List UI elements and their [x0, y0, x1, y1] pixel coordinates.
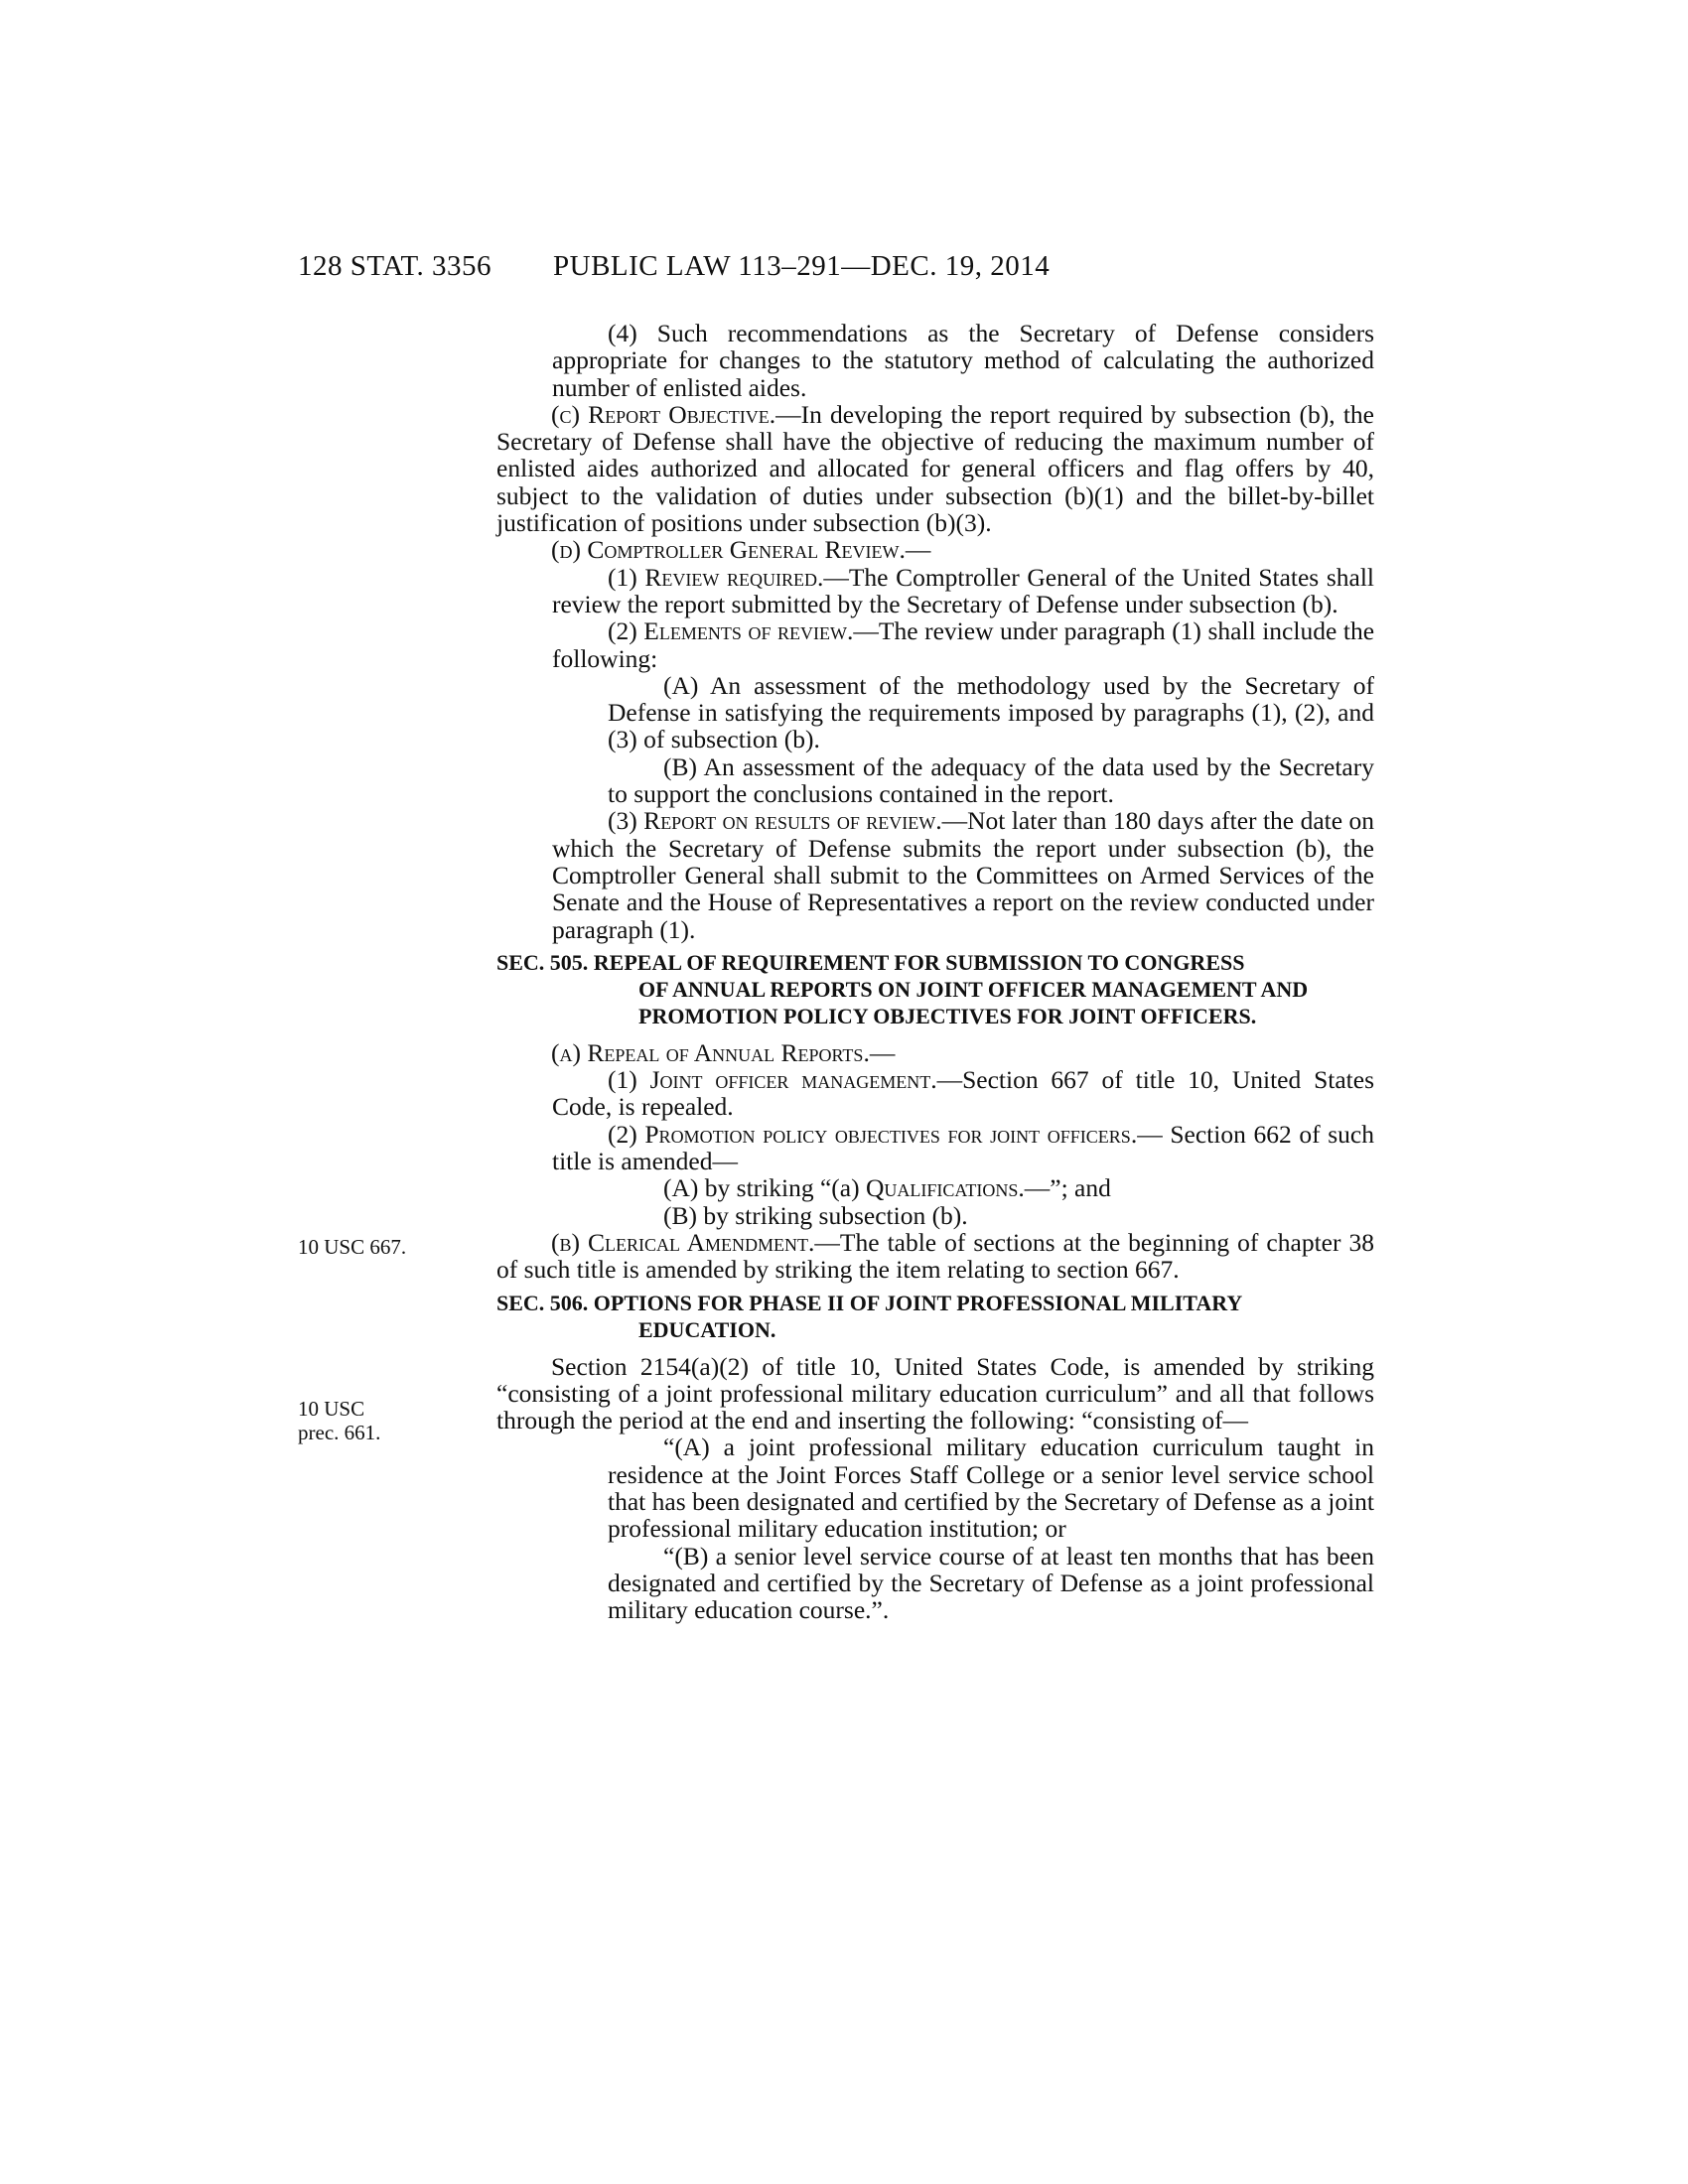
subsection-heading: (c) Report Objective.	[551, 399, 776, 429]
quoted-text: “(B) a senior level service course of at least ten months that has been designated and certified by the Secretary of Defense as a joint professional military education course.”.	[608, 1541, 1374, 1625]
paragraph-heading: (2) Elements of review.	[608, 616, 854, 646]
subparagraph-505a2b	[496, 1202, 1374, 1229]
subparagraph-text: (B) An assessment of the adequacy of the data used by the Secretary to support the conclusions contained in the report.	[608, 751, 1374, 809]
section-506-text	[496, 1353, 1374, 1434]
subsection-505b	[496, 1229, 1374, 1284]
section-505-heading	[496, 949, 1374, 1029]
paragraph-d1	[496, 564, 1374, 618]
paragraph-heading: (3) Report on results of review.	[608, 806, 942, 836]
paragraph-text: —Section 667 of title 10, United States Code, is repealed.	[552, 1065, 1374, 1122]
subsection-heading: (d) Comptroller General Review.—	[551, 535, 931, 565]
subparagraph-text: (B) by striking subsection (b).	[663, 1200, 968, 1230]
subsection-d	[496, 536, 1374, 563]
running-head: PUBLIC LAW 113–291—DEC. 19, 2014	[553, 250, 1051, 282]
sidenote-line: 10 USC	[298, 1397, 365, 1421]
subsection-505a	[496, 1039, 1374, 1066]
section-506-heading	[496, 1290, 1374, 1343]
subparagraph-d2b	[496, 753, 1374, 808]
page-stat-number: 128 STAT. 3356	[298, 250, 492, 282]
quoted-text: “(A) a joint professional military education curriculum taught in residence at the Joint Forces Staff College or a senior level service school that has been designated and certified by the Secretary of Defense as a joint professional military education institution; or	[608, 1433, 1374, 1544]
section-heading-line: SEC. 506. OPTIONS FOR PHASE II OF JOINT PROFESSIONAL MILITARY	[496, 1290, 1243, 1315]
paragraph-text: —The Comptroller General of the United States shall review the report submitted by the Secretary of Defense under subsection (b).	[552, 562, 1375, 618]
sidenote-line: prec. 661.	[298, 1421, 381, 1444]
subsection-heading: (b) Clerical Amendment.	[551, 1227, 815, 1257]
paragraph-505a2	[496, 1121, 1374, 1175]
paragraph-505a1	[496, 1066, 1374, 1121]
subparagraph-text: (A) by striking “(a)	[663, 1173, 866, 1203]
paragraph-text: —Not later than 180 days after the date on which the Secretary of Defense submits the report under subsection (b), the Comptroller General shall submit to the Committees on Armed Services of the Senate and the House of Representatives a report on the review conducted under paragraph (1).	[552, 806, 1374, 944]
section-heading-line: SEC. 505. REPEAL OF REQUIREMENT FOR SUBMISSION TO CONGRESS	[496, 949, 1245, 975]
paragraph-heading: (2) Promotion policy objectives for joint officers.	[608, 1119, 1138, 1149]
subsection-text: —In developing the report required by subsection (b), the Secretary of Defense shall have the objective of reducing the maximum number of enlisted aides authorized and allocated for general officers and flag offers by 40, subject to the validation of duties under subsection (b)(1) and the billet-by-billet justification of positions under subsection (b)(3).	[496, 399, 1374, 538]
section-text: Section 2154(a)(2) of title 10, United States Code, is amended by striking “consisting of a joint professional military education curriculum” and all that follows through the period at the end and inserting the following: “consisting of—	[496, 1351, 1374, 1435]
subparagraph-d2a	[496, 672, 1374, 753]
document-body	[496, 320, 1374, 1623]
subparagraph-text: (A) An assessment of the methodology used by the Secretary of Defense in satisfying the requirements imposed by paragraphs (1), (2), and (3) of subsection (b).	[608, 670, 1374, 754]
sidenote-10-usc-667: 10 USC 667.	[298, 1235, 407, 1259]
subparagraph-505a2a	[496, 1174, 1374, 1201]
quoted-subparagraph-a	[496, 1433, 1374, 1542]
subparagraph-text: .—”; and	[1018, 1173, 1111, 1203]
subsection-heading: (a) Repeal of Annual Reports.—	[551, 1037, 896, 1067]
subsection-c	[496, 401, 1374, 536]
sidenote-10-usc-prec-661	[298, 1397, 380, 1444]
paragraph-text: (4) Such recommendations as the Secretary of Defense considers appropriate for changes to the statutory method of calculating the authorized number of enlisted aides.	[552, 319, 1374, 402]
paragraph-text: — Section 662 of such title is amended—	[552, 1119, 1374, 1176]
quoted-subparagraph-b	[496, 1543, 1374, 1624]
paragraph-d3	[496, 807, 1374, 942]
paragraph-heading: (1) Joint officer management.	[608, 1065, 937, 1095]
paragraph-text: —The review under paragraph (1) shall include the following:	[552, 616, 1375, 673]
paragraph-heading: (1) Review required.	[608, 562, 824, 592]
paragraph-b4	[496, 320, 1374, 401]
subsection-text: —The table of sections at the beginning of chapter 38 of such title is amended by striking the item relating to section 667.	[496, 1227, 1374, 1285]
section-heading-line: OF ANNUAL REPORTS ON JOINT OFFICER MANAGEMENT AND PROMOTION POLICY OBJECTIVES FOR JOINT OFFICERS.	[638, 976, 1309, 1028]
subparagraph-text-smallcaps: Qualifications	[865, 1173, 1019, 1203]
section-heading-line: EDUCATION.	[638, 1316, 776, 1342]
paragraph-d2	[496, 617, 1374, 672]
